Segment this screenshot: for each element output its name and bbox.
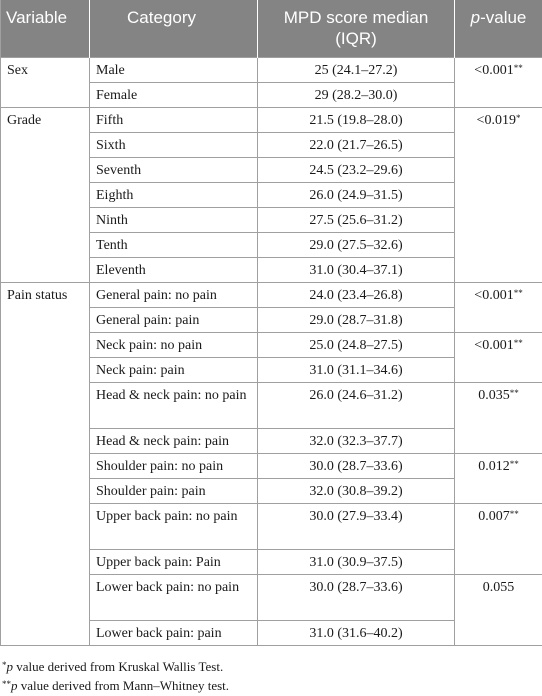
category-cell: Ninth xyxy=(90,208,258,233)
category-cell: Shoulder pain: no pain xyxy=(90,454,258,479)
category-cell: Neck pain: no pain xyxy=(90,333,258,358)
median-cell: 26.0 (24.6–31.2) xyxy=(258,383,455,429)
median-cell: 30.0 (28.7–33.6) xyxy=(258,575,455,621)
variable-cell: Sex xyxy=(1,58,90,108)
variable-cell: Grade xyxy=(1,108,90,283)
footnote-p: p xyxy=(11,678,18,693)
category-cell: Tenth xyxy=(90,233,258,258)
median-cell: 31.0 (30.9–37.5) xyxy=(258,550,455,575)
pvalue-cell: 0.055 xyxy=(455,575,542,646)
header-category: Category xyxy=(90,0,258,58)
header-variable: Variable xyxy=(1,0,90,58)
footnote-kruskal xyxy=(2,657,229,676)
header-median-line2: (IQR) xyxy=(335,29,377,48)
footnote-mark: * xyxy=(2,660,7,671)
median-cell: 24.0 (23.4–26.8) xyxy=(258,283,455,308)
median-cell: 22.0 (21.7–26.5) xyxy=(258,133,455,158)
variable-cell: Pain status xyxy=(1,283,90,646)
pvalue-cell: <0.019* xyxy=(455,108,542,283)
median-cell: 31.0 (31.1–34.6) xyxy=(258,358,455,383)
median-cell: 24.5 (23.2–29.6) xyxy=(258,158,455,183)
median-cell: 29.0 (27.5–32.6) xyxy=(258,233,455,258)
category-cell: Upper back pain: no pain xyxy=(90,504,258,550)
category-cell: Male xyxy=(90,58,258,83)
median-cell: 29.0 (28.7–31.8) xyxy=(258,308,455,333)
footnote-text: value derived from Mann–Whitney test. xyxy=(17,678,230,693)
median-cell: 32.0 (32.3–37.7) xyxy=(258,429,455,454)
pvalue-cell: <0.001** xyxy=(455,58,542,108)
table-row xyxy=(1,283,542,308)
category-cell: Shoulder pain: pain xyxy=(90,479,258,504)
category-cell: Head & neck pain: no pain xyxy=(90,383,258,429)
footnote-mann-whitney xyxy=(2,676,229,695)
table-row xyxy=(1,108,542,133)
median-cell: 30.0 (28.7–33.6) xyxy=(258,454,455,479)
significance-mark: ** xyxy=(513,338,523,349)
table-header xyxy=(1,0,542,58)
category-cell: Upper back pain: Pain xyxy=(90,550,258,575)
category-cell: General pain: no pain xyxy=(90,283,258,308)
category-cell: Eleventh xyxy=(90,258,258,283)
significance-mark: ** xyxy=(509,388,519,399)
footnote-text: value derived from Kruskal Wallis Test. xyxy=(13,659,224,674)
median-cell: 30.0 (27.9–33.4) xyxy=(258,504,455,550)
median-cell: 25.0 (24.8–27.5) xyxy=(258,333,455,358)
pvalue-cell: <0.001** xyxy=(455,333,542,383)
header-median xyxy=(258,0,455,58)
category-cell: Seventh xyxy=(90,158,258,183)
footnotes xyxy=(2,657,229,695)
pvalue-cell: 0.007** xyxy=(455,504,542,575)
footnote-mark: ** xyxy=(2,679,11,690)
median-cell: 31.0 (31.6–40.2) xyxy=(258,621,455,646)
median-cell: 32.0 (30.8–39.2) xyxy=(258,479,455,504)
median-cell: 26.0 (24.9–31.5) xyxy=(258,183,455,208)
median-cell: 27.5 (25.6–31.2) xyxy=(258,208,455,233)
table-row xyxy=(1,58,542,83)
category-cell: Neck pain: pain xyxy=(90,358,258,383)
significance-mark: ** xyxy=(513,63,523,74)
category-cell: Fifth xyxy=(90,108,258,133)
header-pvalue xyxy=(455,0,542,58)
pvalue-cell: 0.035** xyxy=(455,383,542,454)
header-pvalue-p: p xyxy=(470,8,481,27)
category-cell: Head & neck pain: pain xyxy=(90,429,258,454)
header-pvalue-rest: -value xyxy=(480,8,527,27)
category-cell: Sixth xyxy=(90,133,258,158)
category-cell: General pain: pain xyxy=(90,308,258,333)
category-cell: Lower back pain: pain xyxy=(90,621,258,646)
median-cell: 21.5 (19.8–28.0) xyxy=(258,108,455,133)
significance-mark: ** xyxy=(509,459,519,470)
median-cell: 29 (28.2–30.0) xyxy=(258,83,455,108)
median-cell: 25 (24.1–27.2) xyxy=(258,58,455,83)
footnote-p: p xyxy=(6,659,13,674)
significance-mark: ** xyxy=(513,288,523,299)
category-cell: Lower back pain: no pain xyxy=(90,575,258,621)
pvalue-cell: 0.012** xyxy=(455,454,542,504)
significance-mark: ** xyxy=(509,509,519,520)
header-median-line1: MPD score median xyxy=(283,8,429,27)
median-cell: 31.0 (30.4–37.1) xyxy=(258,258,455,283)
significance-mark: * xyxy=(515,113,521,124)
category-cell: Eighth xyxy=(90,183,258,208)
table-body xyxy=(1,58,542,646)
category-cell: Female xyxy=(90,83,258,108)
pvalue-cell: <0.001** xyxy=(455,283,542,333)
